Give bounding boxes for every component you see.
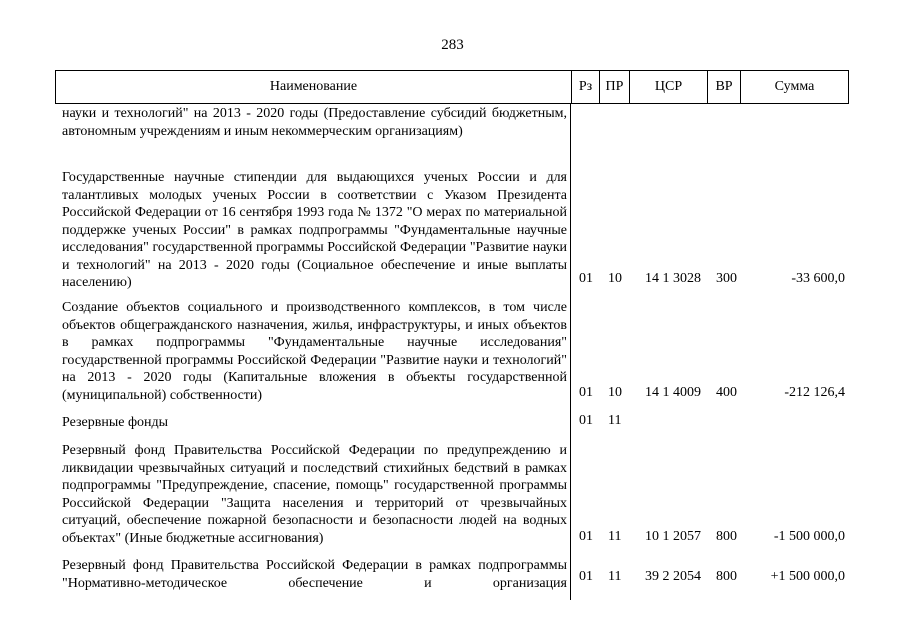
cell-rz: 01: [579, 413, 593, 428]
cell-pr: 11: [608, 413, 622, 428]
table-row-name: Резервный фонд Правительства Российской Федерации в рамках подпрограммы "Нормативно-методическое обеспечение и организация: [62, 558, 567, 591]
table-row-name: Резервные фонды: [62, 415, 169, 430]
cell-pr: 11: [608, 569, 622, 584]
cell-pr: 10: [608, 271, 622, 286]
header-csr: ЦСР: [629, 71, 707, 103]
cell-csr: 39 2 2054: [645, 569, 701, 584]
cell-rz: 01: [579, 385, 593, 400]
table-row-name: Резервный фонд Правительства Российской Федерации по предупреждению и ликвидации чрезвычайных ситуаций и последствий стихийных бедствий в рамках подпрограммы "Предупреждение, спасение, помощь" государственной программы Российской Федерации "Защита населения и территорий от чрезвычайных ситуаций, обеспечение пожарной безопасности и безопасности людей на водных объектах" (Иные бюджетные ассигнования): [62, 443, 567, 546]
cell-pr: 11: [608, 529, 622, 544]
column-divider: [570, 104, 571, 600]
page-number: 283: [441, 37, 464, 53]
cell-sum: -33 600,0: [791, 271, 845, 286]
cell-vr: 300: [716, 271, 737, 286]
header-pr: ПР: [599, 71, 629, 103]
header-name: Наименование: [269, 79, 358, 94]
cell-rz: 01: [579, 529, 593, 544]
table-row-name: науки и технологий" на 2013 - 2020 годы (Предоставление субсидий бюджетным, автономным учреждениям и иным некоммерческим организациям): [62, 106, 567, 139]
cell-rz: 01: [579, 569, 593, 584]
table-row-name: Создание объектов социального и производственного комплексов, в том числе объектов общегражданского назначения, жилья, инфраструктуры, и иных объектов в рамках подпрограммы "Фундаментальные научные исследования" государственной программы Российской Федерации "Развитие науки и технологий" на 2013 - 2020 годы (Капитальные вложения в объекты государственной (муниципальной) собственности): [62, 300, 567, 403]
table-header: [55, 70, 849, 104]
table-row-name: Государственные научные стипендии для выдающихся ученых России и для талантливых молодых ученых России в соответствии с Указом Президента Российской Федерации от 16 сентября 1993 года № 1372 "О мерах по материальной поддержке ученых России" в рамках подпрограммы "Фундаментальные научные исследования" государственной программы Российской Федерации "Развитие науки и технологий" на 2013 - 2020 годы (Социальное обеспечение и иные выплаты населению): [62, 170, 567, 290]
cell-rz: 01: [579, 271, 593, 286]
cell-vr: 800: [716, 529, 737, 544]
cell-sum: -1 500 000,0: [773, 529, 845, 544]
cell-csr: 10 1 2057: [645, 529, 701, 544]
cell-vr: 800: [716, 569, 737, 584]
header-rz: Рз: [571, 71, 599, 103]
cell-pr: 10: [608, 385, 622, 400]
cell-sum: +1 500 000,0: [770, 569, 845, 584]
header-vr: ВР: [707, 71, 740, 103]
cell-vr: 400: [716, 385, 737, 400]
cell-csr: 14 1 3028: [645, 271, 701, 286]
cell-sum: -212 126,4: [784, 385, 845, 400]
header-sum: Сумма: [740, 71, 848, 103]
cell-csr: 14 1 4009: [645, 385, 701, 400]
